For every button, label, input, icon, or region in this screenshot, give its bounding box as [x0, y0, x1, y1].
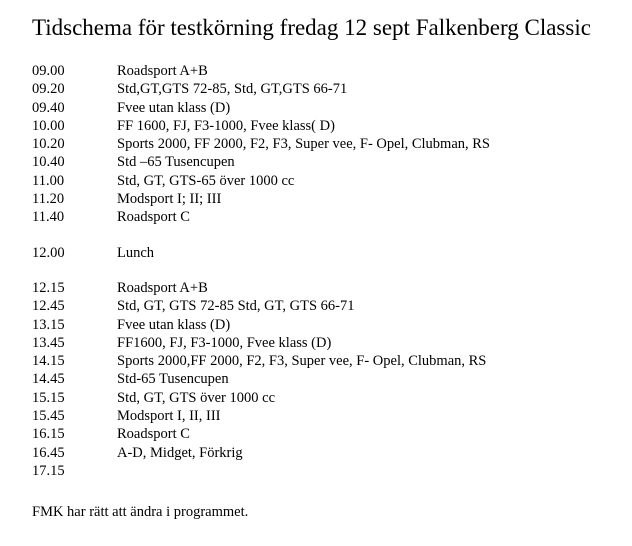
schedule-event: Modsport I; II; III [117, 191, 222, 208]
schedule-time: 10.40 [32, 154, 65, 171]
schedule-event: Sports 2000,FF 2000, F2, F3, Super vee, F- Opel, Clubman, RS [117, 353, 487, 370]
schedule-event: Roadsport A+B [117, 63, 208, 79]
schedule-time: 12.00 [32, 244, 65, 261]
schedule-event [117, 462, 622, 480]
schedule-time: 14.45 [32, 371, 65, 388]
schedule-time: 15.45 [32, 408, 65, 425]
schedule-time: 14.15 [32, 353, 65, 370]
document-title: Tidschema för testkörning fredag 12 sept Falkenberg Classic [32, 15, 591, 40]
schedule-time: 13.45 [32, 334, 65, 351]
schedule-time: 15.15 [32, 389, 65, 406]
schedule-list [32, 62, 622, 480]
schedule-row [32, 80, 622, 98]
schedule-time: 09.00 [32, 63, 65, 79]
schedule-row [32, 190, 622, 208]
schedule-event: FF 1600, FJ, F3-1000, Fvee klass( D) [117, 117, 335, 134]
schedule-event: Std –65 Tusencupen [117, 154, 235, 171]
schedule-row [32, 135, 622, 153]
schedule-time: 12.45 [32, 298, 65, 315]
schedule-row [32, 316, 622, 334]
schedule-event: Modsport I, II, III [117, 408, 221, 425]
schedule-row [32, 279, 622, 297]
schedule-time: 11.40 [32, 209, 65, 226]
schedule-event: Std, GT, GTS 72-85 Std, GT, GTS 66-71 [117, 298, 355, 315]
schedule-row [32, 99, 622, 117]
schedule-row [32, 407, 622, 425]
schedule-event: Lunch [117, 244, 155, 261]
schedule-time: 13.15 [32, 316, 65, 333]
schedule-row [32, 462, 622, 480]
schedule-row [32, 297, 622, 315]
schedule-time: 09.40 [32, 99, 65, 116]
schedule-row [32, 444, 622, 462]
schedule-event: Roadsport C [117, 426, 190, 443]
schedule-event: Std, GT, GTS-65 över 1000 cc [117, 172, 295, 189]
schedule-time: 12.15 [32, 279, 65, 296]
schedule-row-lunch [32, 244, 622, 262]
schedule-row [32, 172, 622, 190]
schedule-time: 17.15 [32, 462, 65, 479]
schedule-row [32, 208, 622, 226]
schedule-time: 10.20 [32, 136, 65, 153]
schedule-row [32, 62, 622, 80]
footer-note: FMK har rätt att ändra i programmet. [32, 504, 249, 520]
schedule-event: Fvee utan klass (D) [117, 99, 231, 116]
schedule-row [32, 352, 622, 370]
schedule-time: 09.20 [32, 81, 65, 98]
schedule-event: FF1600, FJ, F3-1000, Fvee klass (D) [117, 334, 332, 351]
schedule-time: 10.00 [32, 117, 65, 134]
schedule-row [32, 425, 622, 443]
schedule-event: A-D, Midget, Förkrig [117, 444, 243, 461]
schedule-row [32, 370, 622, 388]
schedule-row [32, 153, 622, 171]
schedule-event: Std-65 Tusencupen [117, 371, 229, 388]
schedule-row [32, 389, 622, 407]
schedule-event: Sports 2000, FF 2000, F2, F3, Super vee, F- Opel, Clubman, RS [117, 136, 490, 153]
schedule-event: Std, GT, GTS över 1000 cc [117, 389, 275, 406]
schedule-time: 16.45 [32, 444, 65, 461]
schedule-time: 11.00 [32, 172, 65, 189]
schedule-row [32, 334, 622, 352]
schedule-row [32, 117, 622, 135]
schedule-event: Fvee utan klass (D) [117, 316, 231, 333]
schedule-time: 11.20 [32, 191, 65, 208]
schedule-event: Roadsport A+B [117, 279, 208, 296]
schedule-event: Roadsport C [117, 209, 190, 226]
schedule-time: 16.15 [32, 426, 65, 443]
schedule-event: Std,GT,GTS 72-85, Std, GT,GTS 66-71 [117, 81, 348, 98]
